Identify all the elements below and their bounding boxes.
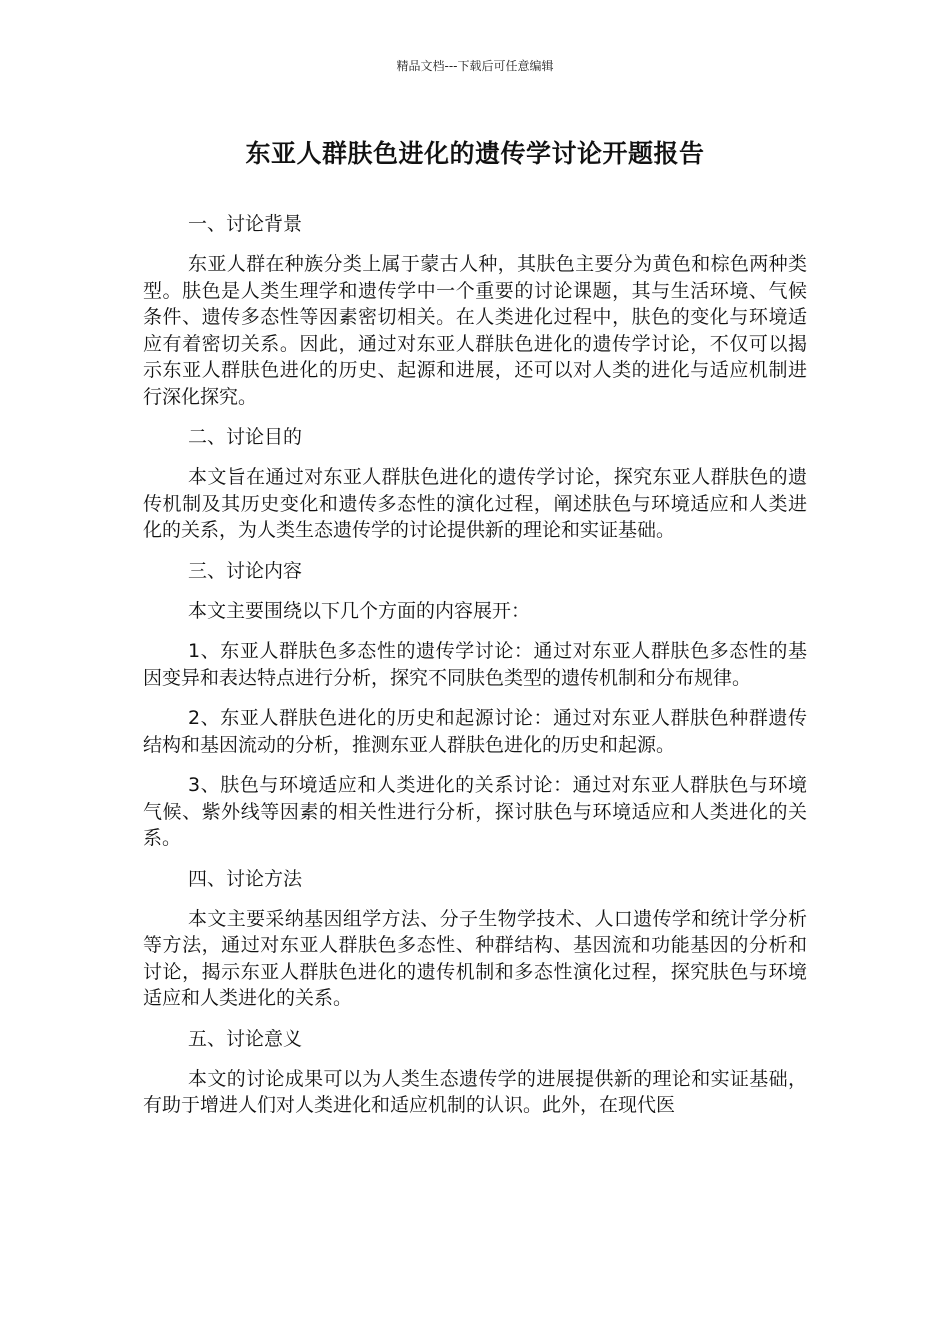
section-paragraph: 本文的讨论成果可以为人类生态遗传学的进展提供新的理论和实证基础，有助于增进人们对人类进化和适应机制的认识。此外，在现代医 <box>143 1067 807 1116</box>
page-header: 精品文档---下载后可任意编辑 <box>396 59 554 73</box>
section-paragraph: 3、肤色与环境适应和人类进化的关系讨论：通过对东亚人群肤色与环境气候、紫外线等因素的相关性进行分析，探讨肤色与环境适应和人类进化的关系。 <box>143 774 807 849</box>
section-heading: 五、讨论意义 <box>188 1027 303 1050</box>
document-body <box>143 211 807 1133</box>
section-heading: 二、讨论目的 <box>188 426 303 448</box>
section-heading: 四、讨论方法 <box>188 867 303 890</box>
section-paragraph: 1、东亚人群肤色多态性的遗传学讨论：通过对东亚人群肤色多态性的基因变异和表达特点进行分析，探究不同肤色类型的遗传机制和分布规律。 <box>143 640 807 689</box>
document-title: 东亚人群肤色进化的遗传学讨论开题报告 <box>245 139 705 168</box>
section-paragraph: 东亚人群在种族分类上属于蒙古人种，其肤色主要分为黄色和棕色两种类型。肤色是人类生理学和遗传学中一个重要的讨论课题，其与生活环境、气候条件、遗传多态性等因素密切相关。在人类进化过程中，肤色的变化与环境适应有着密切关系。因此，通过对东亚人群肤色进化的遗传学讨论，不仅可以揭示东亚人群肤色进化的历史、起源和进展，还可以对人类的进化与适应机制进行深化探究。 <box>143 253 807 408</box>
section-paragraph: 本文主要采纳基因组学方法、分子生物学技术、人口遗传学和统计学分析等方法，通过对东亚人群肤色多态性、种群结构、基因流和功能基因的分析和讨论，揭示东亚人群肤色进化的遗传机制和多态性演化过程，探究肤色与环境适应和人类进化的关系。 <box>143 907 807 1009</box>
section-heading: 一、讨论背景 <box>188 213 303 235</box>
section-paragraph: 本文主要围绕以下几个方面的内容展开： <box>188 599 531 622</box>
section-paragraph: 2、东亚人群肤色进化的历史和起源讨论：通过对东亚人群肤色种群遗传结构和基因流动的分析，推测东亚人群肤色进化的历史和起源。 <box>143 707 807 756</box>
section-paragraph: 本文旨在通过对东亚人群肤色进化的遗传学讨论，探究东亚人群肤色的遗传机制及其历史变化和遗传多态性的演化过程，阐述肤色与环境适应和人类进化的关系，为人类生态遗传学的讨论提供新的理论和实证基础。 <box>143 466 807 541</box>
section-heading: 三、讨论内容 <box>188 559 303 582</box>
